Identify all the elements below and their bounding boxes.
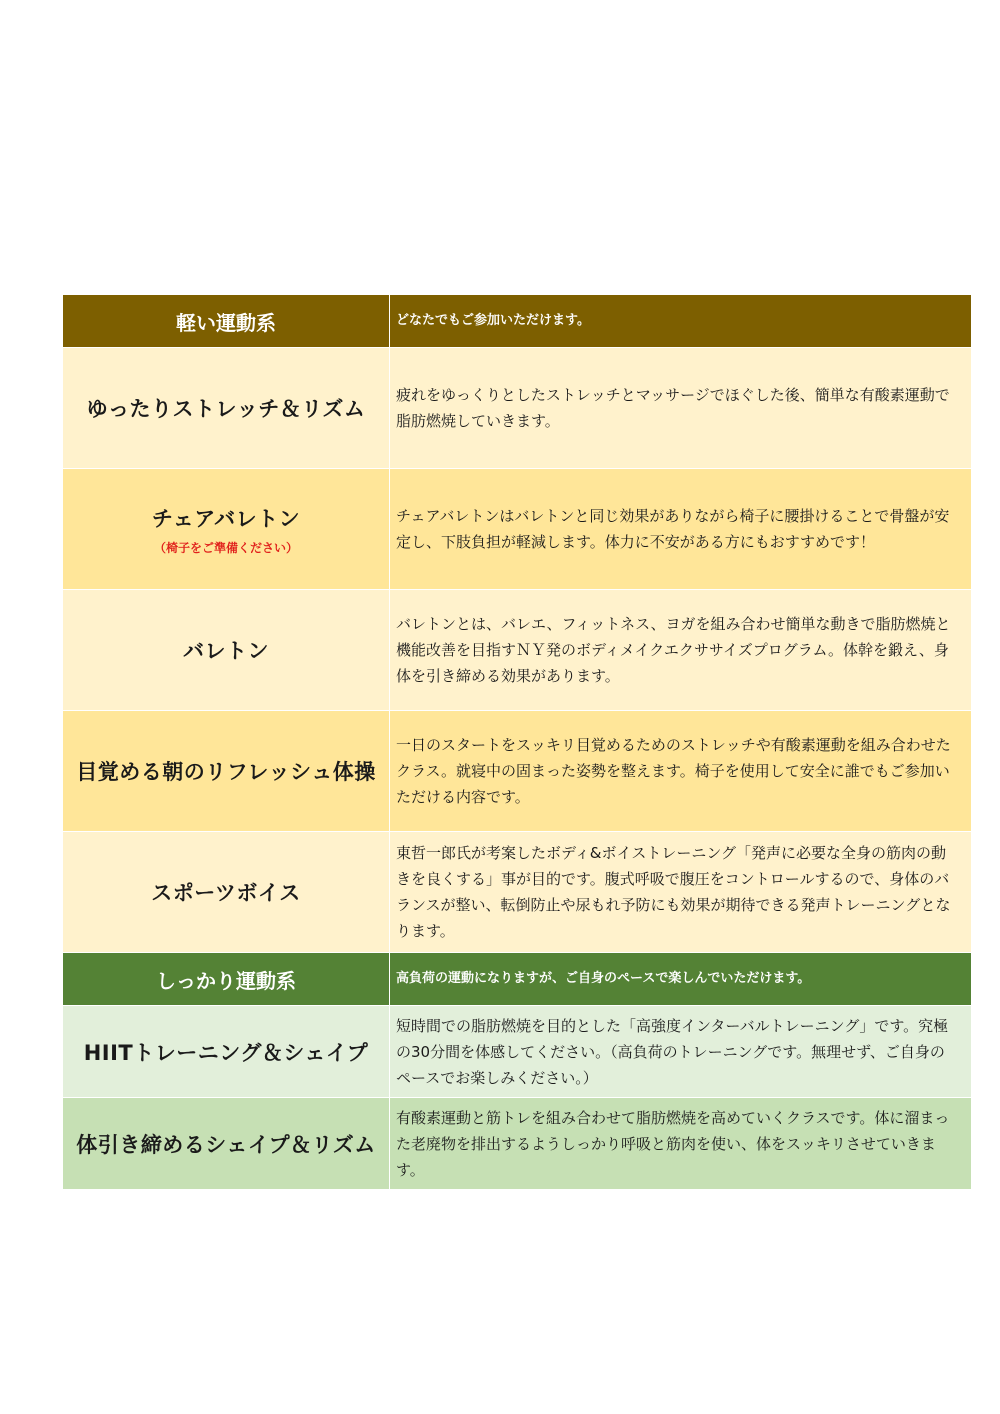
class-name: チェアバレトン [151, 506, 301, 531]
class-description: バレトンとは、バレエ、フィットネス、ヨガを組み合わせ簡単な動きで脂肪燃焼と機能改善を目指すＮＹ発のボディメイクエクササイズプログラム。体幹を鍛え、身体を引き締める効果があります。 [396, 615, 951, 685]
class-row [63, 469, 971, 590]
class-name: スポーツボイス [151, 881, 301, 905]
class-name: 目覚める朝のリフレッシュ体操 [76, 760, 376, 784]
class-note: （椅子をご準備ください） [153, 540, 298, 555]
section-title: しっかり運動系 [63, 953, 390, 1005]
class-name: ゆったりストレッチ＆リズム [86, 397, 366, 421]
class-description: 一日のスタートをスッキリ目覚めるためのストレッチや有酸素運動を組み合わせたクラス。就寝中の固まった姿勢を整えます。椅子を使用して安全に誰でもご参加いただける内容です。 [396, 736, 951, 806]
section-header-light [63, 295, 971, 348]
class-description: 疲れをゆっくりとしたストレッチとマッサージでほぐした後、簡単な有酸素運動で脂肪燃焼していきます。 [396, 386, 950, 430]
class-table [63, 295, 971, 1190]
class-row [63, 590, 971, 711]
class-row [63, 832, 971, 953]
section-title: 軽い運動系 [63, 295, 390, 347]
class-name: バレトン [183, 639, 269, 663]
class-description: チェアバレトンはバレトンと同じ効果がありながら椅子に腰掛けることで骨盤が安定し、下肢負担が軽減します。体力に不安がある方にもおすすめです！ [396, 507, 950, 551]
class-name: 体引き締めるシェイプ＆リズム [76, 1132, 376, 1157]
class-description: 東哲一郎氏が考案したボディ&ボイストレーニング「発声に必要な全身の筋肉の動きを良くする」事が目的です。腹式呼吸で腹圧をコントロールするので、身体のバランスが整い、転倒防止や尿もれ予防にも効果が期待できる発声トレーニングとなります。 [396, 844, 951, 940]
section-header-heavy [63, 953, 971, 1006]
class-name: HIITトレーニング＆シェイプ [83, 1040, 369, 1065]
class-row [63, 711, 971, 832]
class-description: 有酸素運動と筋トレを組み合わせて脂肪燃焼を高めていくクラスです。体に溜まった老廃物を排出するようしっかり呼吸と筋肉を使い、体をスッキリさせていきます。 [396, 1108, 950, 1179]
section-subtitle: 高負荷の運動になりますが、ご自身のペースで楽しんでいただけます。 [396, 971, 811, 986]
section-subtitle: どなたでもご参加いただけます。 [396, 313, 590, 328]
class-description: 短時間での脂肪燃焼を目的とした「高強度インターバルトレーニング」です。究極の30分間を体感してください。（高負荷のトレーニングです。無理せず、ご自身のペースでお楽しみください。） [396, 1016, 949, 1087]
class-row [63, 1006, 971, 1098]
class-row [63, 348, 971, 469]
class-row [63, 1098, 971, 1190]
